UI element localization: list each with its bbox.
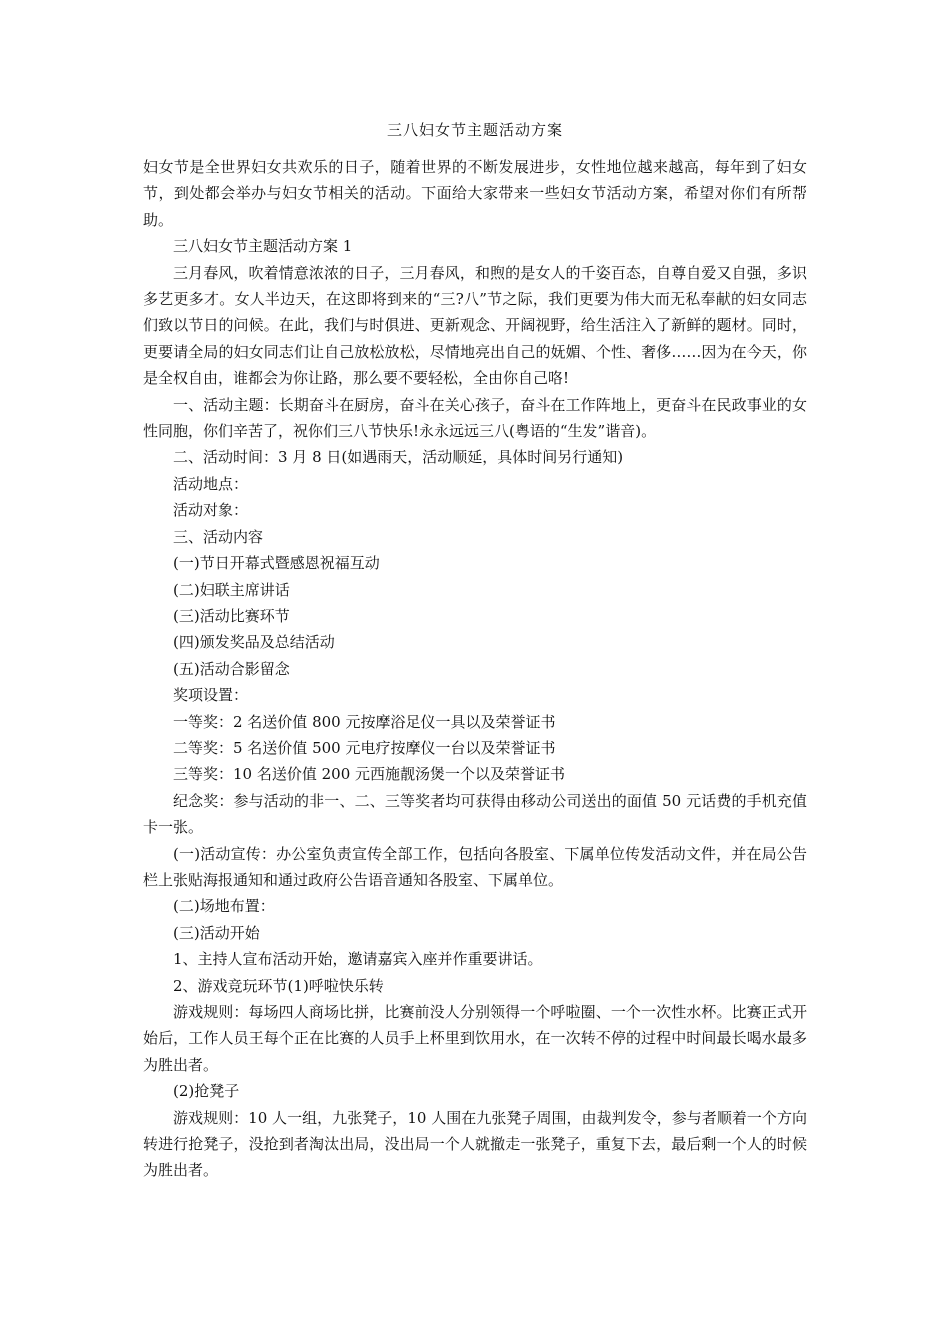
list-item: (三)活动比赛环节	[173, 606, 290, 625]
paragraph: 三、活动内容	[173, 527, 264, 546]
paragraph: 1、主持人宣布活动开始，邀请嘉宾入座并作重要讲话。	[173, 950, 543, 969]
paragraph: 奖项设置：	[173, 686, 249, 705]
paragraph: 游戏规则：10 人一组，九张凳子，10 人围在九张凳子周围，由裁判发令，参与者顺着一个方向转进行抢凳子，没抢到者淘汰出局，没出局一个人就撤走一张凳子，重复下去，最后剩一个人的时候为胜出者。	[143, 1108, 807, 1180]
document-title: 三八妇女节主题活动方案	[386, 121, 563, 139]
paragraph: 一、活动主题：长期奋斗在厨房，奋斗在关心孩子，奋斗在工作阵地上，更奋斗在民政事业的女性同胞，你们辛苦了，祝你们三八节快乐!永永远远三八(粤语的“生发”谐音)。	[143, 395, 807, 441]
paragraph: 三月春风，吹着情意浓浓的日子，三月春风，和煦的是女人的千姿百态，自尊自爱又自强，多识多艺更多才。女人半边天，在这即将到来的“三?八”节之际，我们更要为伟大而无私奉献的妇女同志们致以节日的问候。在此，我们与时俱进、更新观念、开阔视野，给生活注入了新鲜的题材。同时，更要请全局的妇女同志们让自己放松放松，尽情地亮出自己的妩媚、个性、奢侈……因为在今天，你是全权自由，谁都会为你让路，那么要不要轻松，全由你自己咯!	[143, 263, 807, 388]
list-item: (一)节日开幕式暨感恩祝福互动	[173, 554, 380, 573]
paragraph: 游戏规则：每场四人商场比拼，比赛前没人分别领得一个呼啦圈、一个一次性水杯。比赛正式开始后，工作人员王每个正在比赛的人员手上杯里到饮用水，在一次转不停的过程中时间最长喝水最多为胜出者。	[143, 1003, 807, 1074]
award-item: 三等奖：10 名送价值 200 元西施靓汤煲一个以及荣誉证书	[173, 765, 566, 784]
paragraph: (一)活动宣传：办公室负责宣传全部工作，包括向各股室、下属单位传发活动文件，并在局公告栏上张贴海报通知和通过政府公告语音通知各股室、下属单位。	[143, 844, 807, 889]
award-item: 二等奖：5 名送价值 500 元电疗按摩仪一台以及荣誉证书	[173, 738, 556, 757]
list-item: (四)颁发奖品及总结活动	[173, 633, 335, 652]
paragraph: (二)场地布置：	[173, 897, 275, 916]
paragraph: 活动地点：	[173, 474, 249, 493]
paragraph: (2)抢凳子	[173, 1082, 240, 1101]
list-item: (二)妇联主席讲话	[173, 580, 290, 599]
paragraph: 2、游戏竞玩环节(1)呼啦快乐转	[173, 976, 384, 995]
list-item: (五)活动合影留念	[173, 659, 290, 678]
document-body	[143, 154, 807, 1184]
award-item: 纪念奖：参与活动的非一、二、三等奖者均可获得由移动公司送出的面值 50 元话费的手机充值卡一张。	[143, 791, 807, 837]
section-heading: 三八妇女节主题活动方案 1	[173, 237, 353, 256]
paragraph: 二、活动时间：3 月 8 日(如遇雨天，活动顺延，具体时间另行通知)	[173, 448, 624, 467]
award-item: 一等奖：2 名送价值 800 元按摩浴足仪一具以及荣誉证书	[173, 712, 556, 731]
paragraph: (三)活动开始	[173, 923, 260, 942]
paragraph-intro: 妇女节是全世界妇女共欢乐的日子，随着世界的不断发展进步，女性地位越来越高，每年到了妇女节，到处都会举办与妇女节相关的活动。下面给大家带来一些妇女节活动方案，希望对你们有所帮助。	[143, 158, 807, 229]
paragraph: 活动对象：	[173, 501, 249, 520]
